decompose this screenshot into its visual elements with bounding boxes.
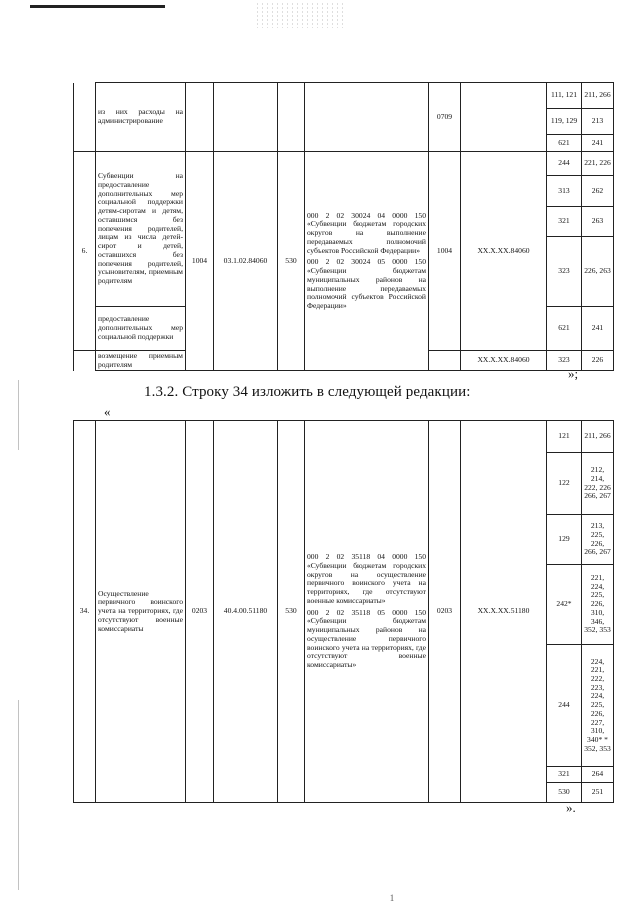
kosgu-cell: 212, 214, 222, 226 266, 267 [582,453,614,515]
kosgu-cell: 262 [582,176,614,207]
income-codes [305,421,429,803]
income-code-district: 000 2 02 30024 05 0000 150 «Субвенции бюджетам муниципальных районов на выполнение передаваемых полномочий субъектов Российской Федерации» [307,257,426,310]
kosgu-cell: 251 [582,783,614,803]
cvr-cell: 321 [547,767,582,783]
row-subname: возмещение приемным родителям [96,351,186,371]
table-row [74,421,614,453]
closing-quote: ». [566,800,576,815]
page-number: 1 [389,893,395,903]
target-code: XX.X.XX.84060 [461,152,547,351]
cvr-cell: 323 [547,351,582,371]
cvr-cell: 530 [547,783,582,803]
income-code-city: 000 2 02 35118 04 0000 150 «Субвенции бюджетам городских округов на осуществление первичного воинского учета на территориях, где отсутствуют военные комиссариаты» [307,552,426,605]
kosgu-cell: 241 [582,135,614,152]
target-code: XX.X.XX.84060 [461,351,547,371]
kosgu-cell: 264 [582,767,614,783]
section-code-2: 0203 [429,421,461,803]
section-heading: 1.3.2. Строку 34 изложить в следующей редакции: [144,384,471,400]
expense-type: 530 [278,421,305,803]
section-code: 1004 [186,152,214,371]
cvr-cell: 242* [547,565,582,645]
scan-artifact-left-edge [18,700,19,890]
kosgu-cell: 213 [582,109,614,135]
kosgu-cell: 224, 221, 222, 223, 224, 225, 226, 227, 310, 340* * 352, 353 [582,645,614,767]
cvr-cell: 323 [547,237,582,307]
kosgu-cell: 226, 263 [582,237,614,307]
target-article: 03.1.02.84060 [214,152,278,371]
kosgu-cell: 226 [582,351,614,371]
row-name: Осуществление первичного воинского учета на территориях, где отсутствуют военные комиссариаты [96,421,186,803]
scan-artifact-top-line [30,5,165,8]
cvr-cell: 313 [547,176,582,207]
budget-table-continuation [73,82,614,371]
budget-table-row-34 [73,420,614,803]
cvr-cell: 111, 121 [547,83,582,109]
cvr-cell: 244 [547,152,582,176]
table-row [74,83,614,109]
row-number: 6. [74,152,96,351]
row-subname: предоставление дополнительных мер социальной поддержки [96,307,186,351]
kosgu-cell: 211, 266 [582,83,614,109]
row-number: 34. [74,421,96,803]
kosgu-cell: 211, 266 [582,421,614,453]
section-code: 0203 [186,421,214,803]
kosgu-cell: 221, 224, 225, 226, 310, 346, 352, 353 [582,565,614,645]
cvr-cell: 244 [547,645,582,767]
row-name: из них расходы на администрирование [96,83,186,152]
table-row [74,152,614,176]
scan-artifact-noise [255,2,345,28]
kosgu-cell: 241 [582,307,614,351]
closing-quote: »; [568,366,579,381]
expense-type: 530 [278,152,305,371]
income-code-city: 000 2 02 30024 04 0000 150 «Субвенции бюджетам городских округов на выполнение передаваемых полномочий субъектов Российской Федерации» [307,210,426,255]
section-code: 0709 [429,83,461,152]
kosgu-cell: 221, 226 [582,152,614,176]
target-code: XX.X.XX.51180 [461,421,547,803]
kosgu-cell: 213, 225, 226, 266, 267 [582,515,614,565]
income-code-district: 000 2 02 35118 05 0000 150 «Субвенции бюджетам муниципальных районов на осуществление первичного воинского учета на территориях, где отсутствуют военные комиссариаты» [307,607,426,669]
cvr-cell: 129 [547,515,582,565]
income-codes [305,152,429,371]
cvr-cell: 621 [547,307,582,351]
cvr-cell: 621 [547,135,582,152]
section-code-2: 1004 [429,152,461,351]
row-name: Субвенции на предоставление дополнительных мер социальной поддержки детям-сиротам и детям, оставшимся без попечения родителей, лицам из числа детей-сирот и детей, оставшихся без попечения родителей, усыновителям, приемным родителям [96,152,186,307]
cvr-cell: 119, 129 [547,109,582,135]
kosgu-cell: 263 [582,207,614,237]
scan-artifact-left-edge [18,380,19,450]
cvr-cell: 321 [547,207,582,237]
opening-quote: « [104,404,111,419]
cvr-cell: 121 [547,421,582,453]
cvr-cell: 122 [547,453,582,515]
target-article: 40.4.00.51180 [214,421,278,803]
